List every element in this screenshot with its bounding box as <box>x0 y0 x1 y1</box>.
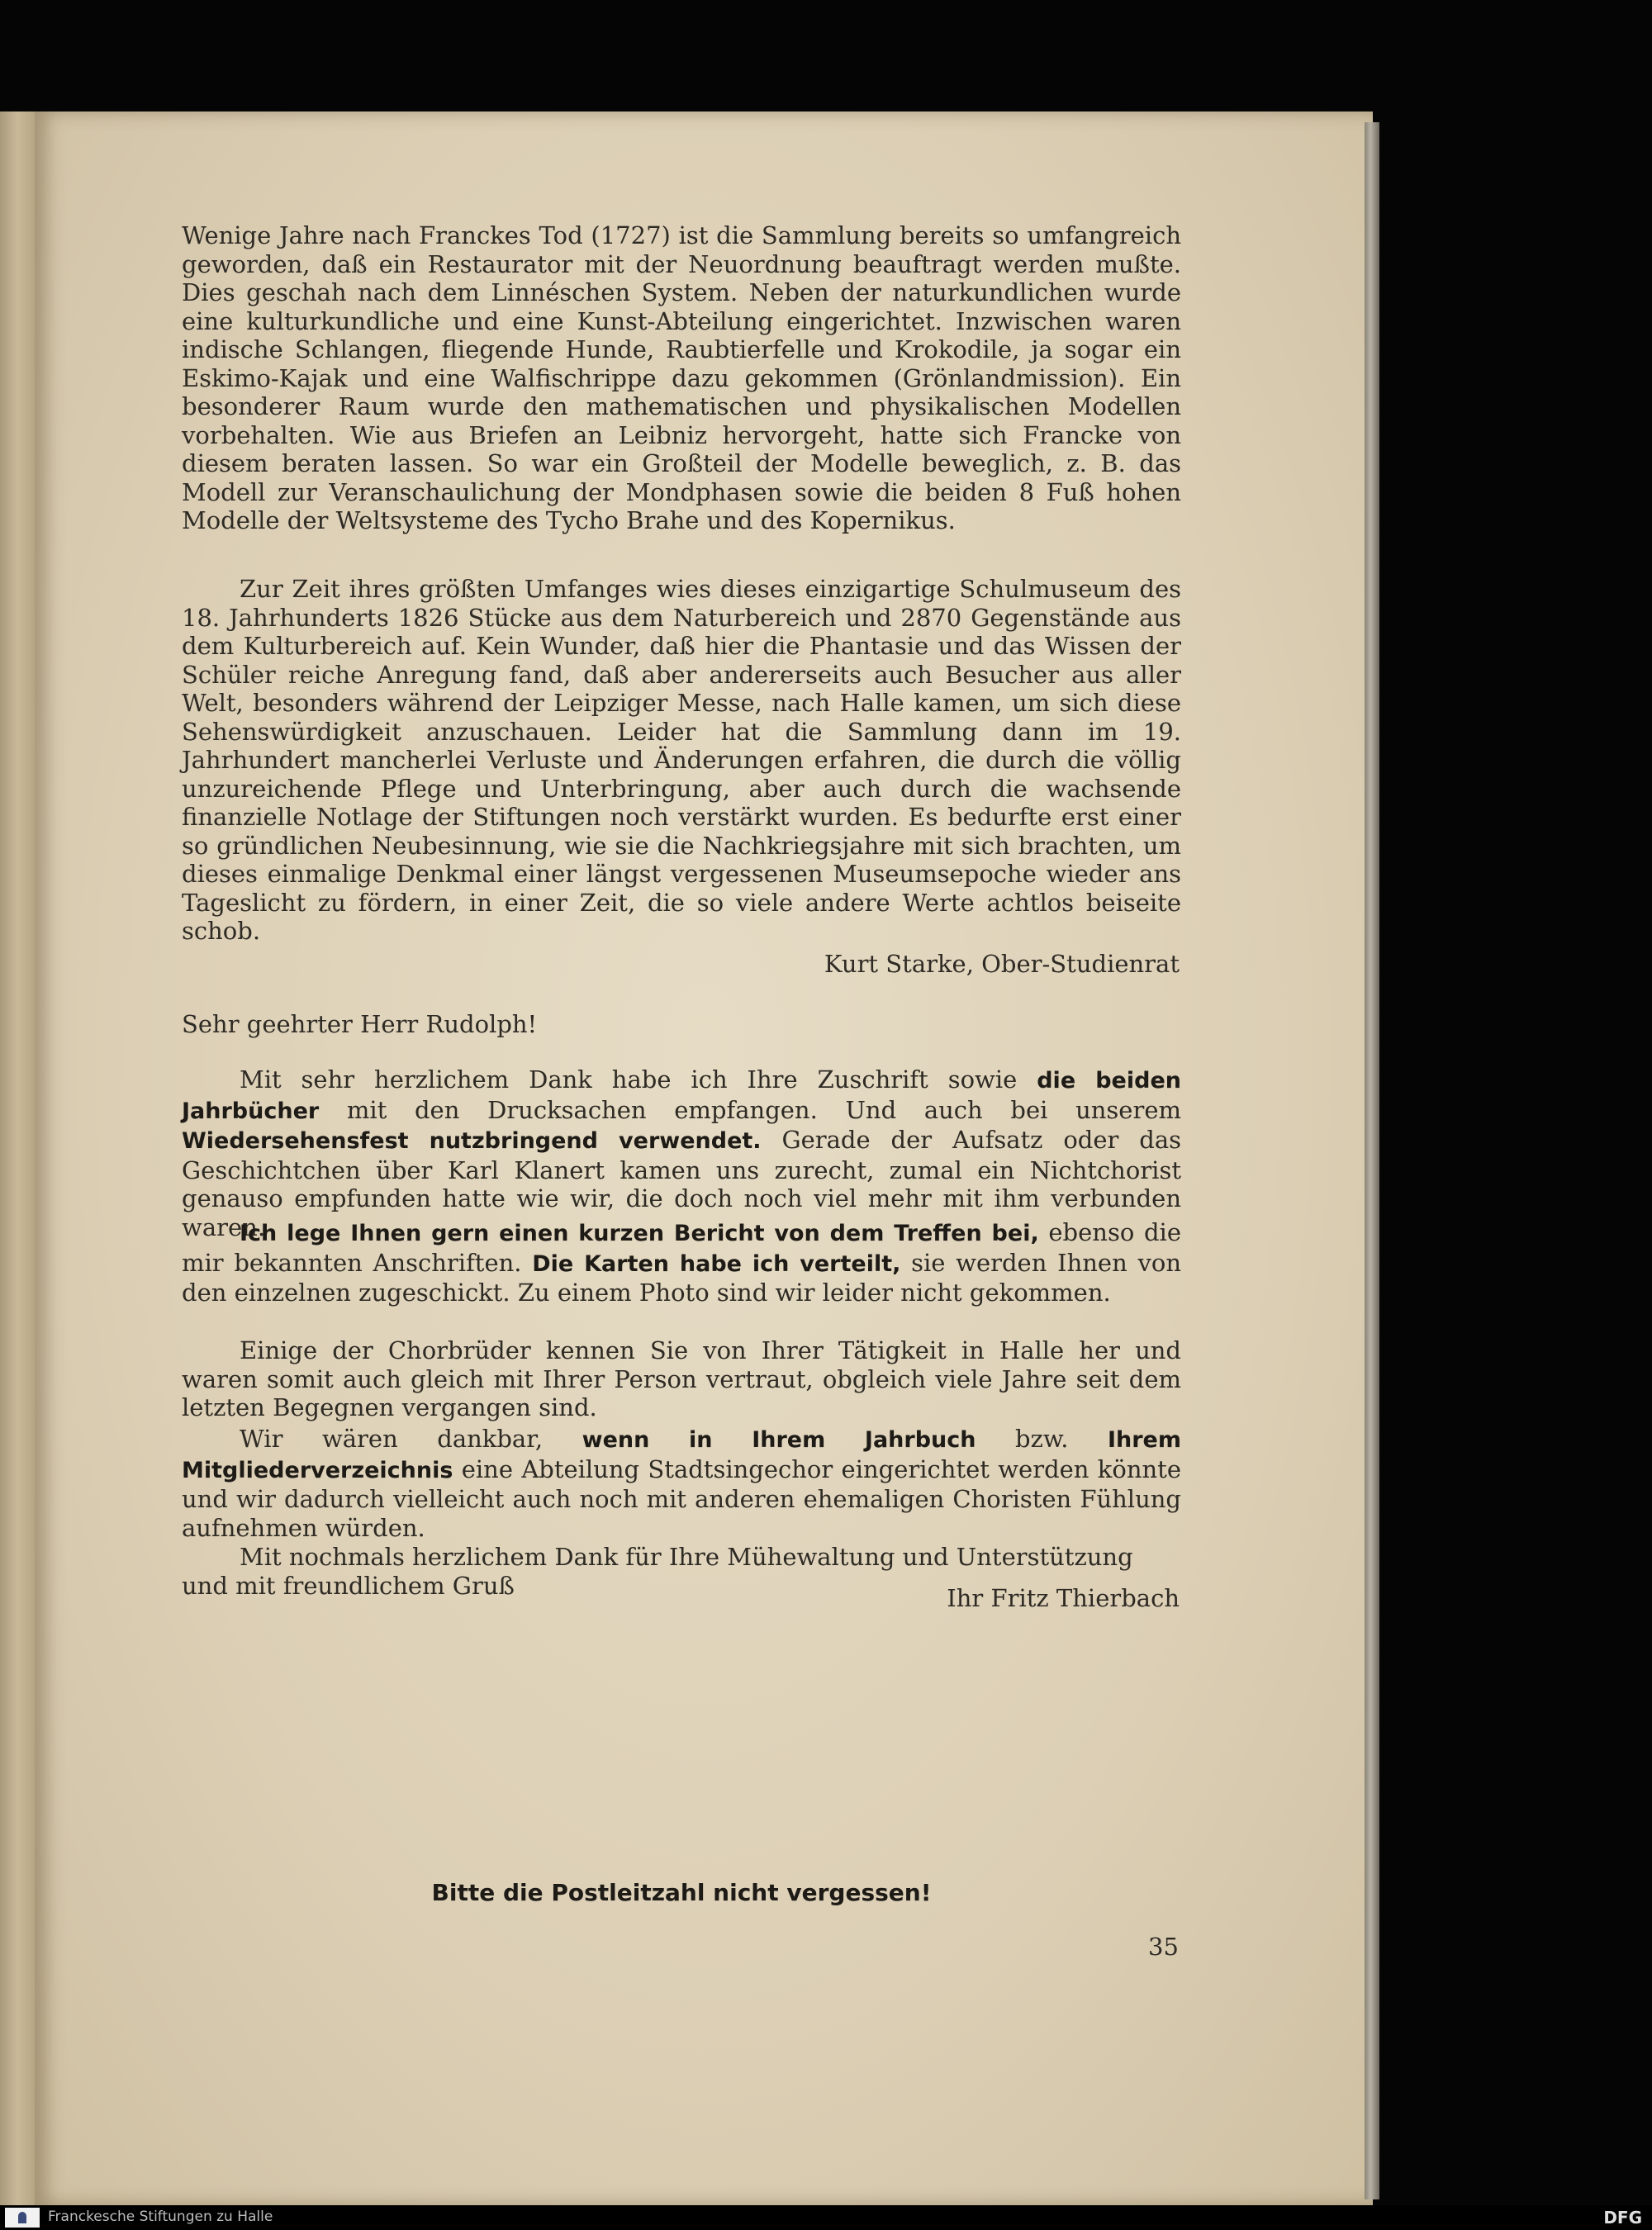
text-run: sie werden Ihnen von den einzelnen zugeschickt. Zu einem Photo sind wir leider nicht gekommen. <box>182 1248 1181 1307</box>
viewer-footer <box>0 2205 1652 2230</box>
letter-paragraph-3: Einige der Chorbrüder kennen Sie von Ihrer Tätigkeit in Halle her und waren somit auch gleich mit Ihrer Person vertraut, obgleich viele Jahre seit dem letzten Begegnen vergangen sind. <box>182 1336 1181 1421</box>
bold-run: die beiden Jahrbücher <box>182 1068 1181 1124</box>
letter-closing-line-2: und mit freundlichem Gruß <box>182 1572 515 1600</box>
text-run: mit den Drucksachen empfangen. Und auch bei unserem <box>319 1095 1181 1124</box>
text-run: Gerade der Aufsatz oder das Geschichtchen über Karl Klanert kamen uns zurecht, zumal ein Nichtchorist genauso empfunden hatte wie wir, die doch noch viel mehr mit ihm verbunden waren. <box>182 1126 1181 1241</box>
bold-run: wenn in Ihrem Jahrbuch <box>582 1427 976 1453</box>
dfg-logo: DFG <box>1603 2208 1642 2228</box>
letter-signature: Ihr Fritz Thierbach <box>947 1584 1180 1612</box>
article-paragraph-1: Wenige Jahre nach Franckes Tod (1727) ist die Sammlung bereits so umfangreich geworden, daß ein Restaurator mit der Neuordnung beauftragt werden mußte. Dies geschah nach dem Linnéschen System. Neben der naturkundlichen wurde eine kulturkundliche und eine Kunst-Abteilung eingerichtet. Inzwischen waren indische Schlangen, fliegende Hunde, Raubtierfelle und Krokodile, ja sogar ein Eskimo-Kajak und eine Walfischrippe dazu gekommen (Grönlandmission). Ein besonderer Raum wurde den mathematischen und physikalischen Modellen vorbehalten. Wie aus Briefen an Leibniz hervorgeht, hatte sich Francke von diesem beraten lassen. So war ein Großteil der Modelle beweglich, z. B. das Modell zur Veranschaulichung der Mondphasen sowie die beiden 8 Fuß hohen Modelle der Weltsysteme des Tycho Brahe und des Kopernikus. <box>182 221 1181 534</box>
bold-run: Ich lege Ihnen gern einen kurzen Bericht von dem Treffen bei, <box>240 1221 1039 1246</box>
letter-paragraph-4 <box>182 1425 1181 1542</box>
bold-run: Die Karten habe ich verteilt, <box>532 1250 901 1277</box>
letter-paragraph-2 <box>182 1218 1181 1307</box>
text-run: Mit sehr herzlichem Dank habe ich Ihre Zuschrift sowie <box>240 1065 1037 1094</box>
letter-greeting: Sehr geehrter Herr Rudolph! <box>182 1010 538 1038</box>
institution-name[interactable]: Franckesche Stiftungen zu Halle <box>48 2209 273 2225</box>
page-number: 35 <box>1148 1933 1179 1961</box>
text-run: eine Abteilung Stadtsingechor eingerichtet werden könnte und wir dadurch vielleicht auch noch mit anderen ehemaligen Choristen Fühlung aufnehmen würden. <box>182 1454 1181 1542</box>
page-stack-edge <box>1365 122 1379 2199</box>
bold-run: Ihrem Mitgliederverzeichnis <box>182 1427 1181 1483</box>
article-paragraph-2: Zur Zeit ihres größten Umfanges wies dieses einzigartige Schulmuseum des 18. Jahrhunderts 1826 Stücke aus dem Naturbereich und 2870 Gegenstände aus dem Kulturbereich auf. Kein Wunder, daß hier die Phantasie und das Wissen der Schüler reiche Anregung fand, daß aber andererseits auch Besucher aus aller Welt, besonders während der Leipziger Messe, nach Halle kamen, um sich diese Sehenswürdigkeit anzuschauen. Leider hat die Sammlung dann im 19. Jahrhundert mancherlei Verluste und Änderungen erfahren, die durch die völlig unzureichende Pflege und Unterbringung, aber auch durch die wachsende finanzielle Notlage der Stiftungen noch verstärkt wurden. Es bedurfte erst einer so gründlichen Neubesinnung, wie sie die Nachkriegsjahre mit sich brachten, um dieses einmalige Denkmal einer längst vergessenen Museumsepoche wieder ans Tageslicht zu fördern, in einer Zeit, die so viele andere Werte achtlos beiseite schob. <box>182 575 1181 945</box>
institution-logo-icon <box>5 2208 40 2228</box>
letter-closing-line-1: Mit nochmals herzlichem Dank für Ihre Mühewaltung und Unterstützung <box>240 1543 1133 1571</box>
text-run: ebenso die mir bekannten Anschriften. <box>182 1218 1181 1277</box>
postal-code-notice: Bitte die Postleitzahl nicht vergessen! <box>431 1879 932 1906</box>
article-author: Kurt Starke, Ober-Studienrat <box>824 950 1180 978</box>
text-run: bzw. <box>976 1425 1108 1453</box>
bold-run: Wiedersehensfest nutzbringend verwendet. <box>182 1128 762 1154</box>
text-run: Wir wären dankbar, <box>240 1425 582 1453</box>
left-page-edge <box>0 112 35 2205</box>
letter-paragraph-1 <box>182 1065 1181 1241</box>
